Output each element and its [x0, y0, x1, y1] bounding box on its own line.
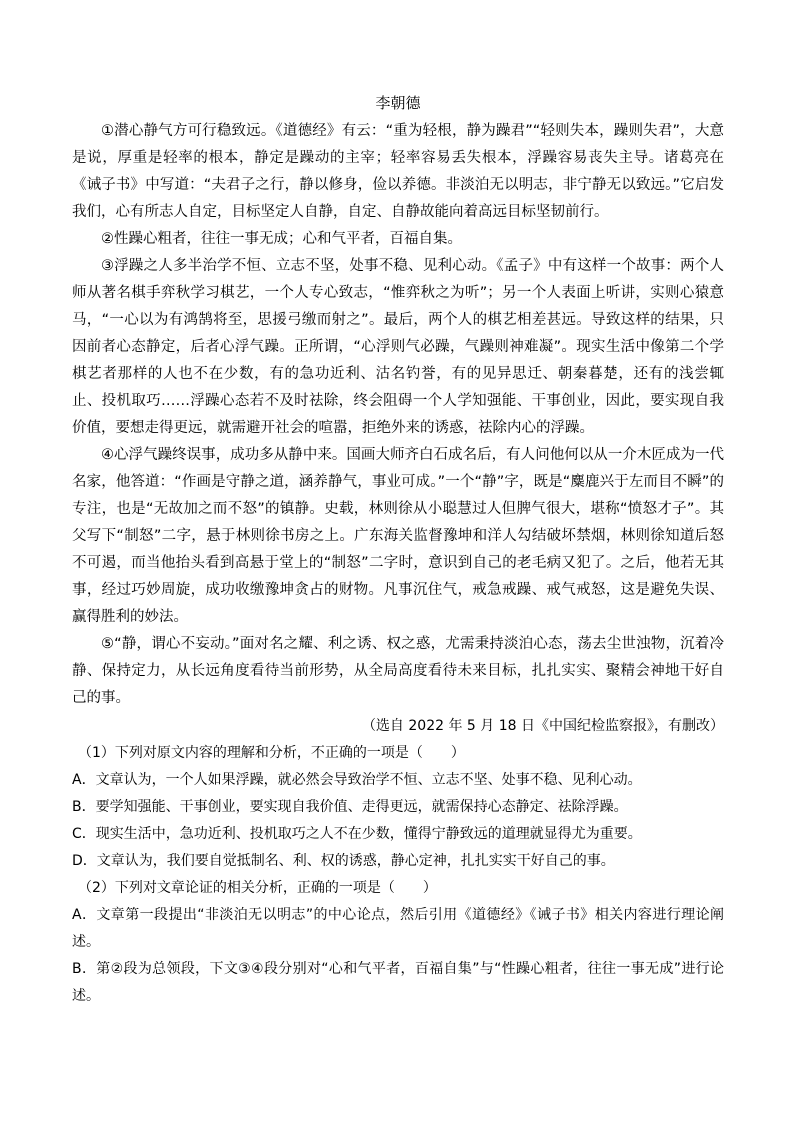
question-stem: （2）下列对文章论证的相关分析，正确的一项是（ ）: [78, 880, 437, 896]
option-b: B．第②段为总领段，下文③④段分别对“心和气平者，百福自集”与“性躁心粗者，往往一事无成”进行论述。: [72, 961, 724, 1004]
paragraph-2: ②性躁心粗者，往往一事无成；心和气平者，百福自集。: [101, 231, 462, 247]
paragraph-3: ③浮躁之人多半治学不恒、立志不坚，处事不稳、见利心动。《孟子》中有这样一个故事：两个人师从著名棋手弈秋学习棋艺，一个人专心致志，“惟弈秋之为听”；另一个人表面上听讲，实则心猿意马，“一心以为有鸿鹄将至，思援弓缴而射之”。最后，两个人的棋艺相差甚远。导致这样的结果，只因前者心态静定，后者心浮气躁。正所谓，“心浮则气必躁，气躁则神难凝”。现实生活中像第二个学棋艺者那样的人也不在少数，有的急功近利、沽名钓誉，有的见异思迁、朝秦暮楚，还有的浅尝辄止、投机取巧……浮躁心态若不及时祛除，终会阻碍一个人学知强能、干事创业，因此，要实现自我价值，要想走得更远，就需避开社会的喧嚣，拒绝外来的诱惑，祛除内心的浮躁。: [72, 258, 724, 436]
option-a: A．文章第一段提出“非淡泊无以明志”的中心论点，然后引用《道德经》《诫子书》相关内容进行理论阐述。: [72, 907, 724, 950]
paragraph-1: ①潜心静气方可行稳致远。《道德经》有云：“重为轻根，静为躁君”“轻则失本，躁则失君”，大意是说，厚重是轻率的根本，静定是躁动的主宰；轻率容易丢失根本，浮躁容易丧失主导。诸葛亮在《诫子书》中写道：“夫君子之行，静以修身，俭以养德。非淡泊无以明志，非宁静无以致远。”它启发我们，心有所志人自定，目标坚定人自静，自定、自静故能向着高远目标坚韧前行。: [72, 123, 724, 220]
option-a: A．文章认为，一个人如果浮躁，就必然会导致治学不恒、立志不坚、处事不稳、见利心动。: [72, 772, 642, 788]
paragraph-4: ④心浮气躁终误事，成功多从静中来。国画大师齐白石成名后，有人问他何以从一介木匠成为一代名家，他答道：“作画是守静之道，涵养静气，事业可成。”一个“静”字，既是“麋鹿兴于左而目不瞬”的专注，也是“无故加之而不怒”的镇静。史载，林则徐从小聪慧过人但脾气很大，堪称“愤怒才子”。其父写下“制怒”二字，悬于林则徐书房之上。广东海关监督豫坤和洋人勾结破坏禁烟，林则徐知道后怒不可遏，而当他抬头看到高悬于堂上的“制怒”二字时，意识到自己的老毛病又犯了。之后，他若无其事，经过巧妙周旋，成功收缴豫坤贪占的财物。凡事沉住气，戒急戒躁、戒气戒怒，这是避免失误、赢得胜利的妙法。: [72, 447, 724, 625]
article-author: 李朝德: [375, 94, 421, 112]
question-1: [72, 740, 724, 875]
option-c: C．现实生活中，急功近利、投机取巧之人不在少数，懂得宁静致远的道理就显得尤为重要。: [72, 826, 642, 842]
article-source: （选自 2022 年 5 月 18 日《中国纪检监察报》，有删改）: [361, 718, 724, 734]
option-d: D．文章认为，我们要自觉抵制名、利、权的诱惑，静心定神，扎扎实实干好自己的事。: [72, 853, 615, 869]
question-stem: （1）下列对原文内容的理解和分析，不正确的一项是（ ）: [78, 745, 465, 761]
paragraph-5: ⑤“静，谓心不妄动。”面对名之耀、利之诱、权之惑，尤需秉持淡泊心态，荡去尘世浊物，沉着冷静、保持定力，从长远角度看待当前形势，从全局高度看待未来目标，扎扎实实、聚精会神地干好自己的事。: [72, 636, 724, 706]
question-2: [72, 875, 724, 1010]
option-b: B．要学知强能、干事创业，要实现自我价值、走得更远，就需保持心态静定、祛除浮躁。: [72, 799, 628, 815]
